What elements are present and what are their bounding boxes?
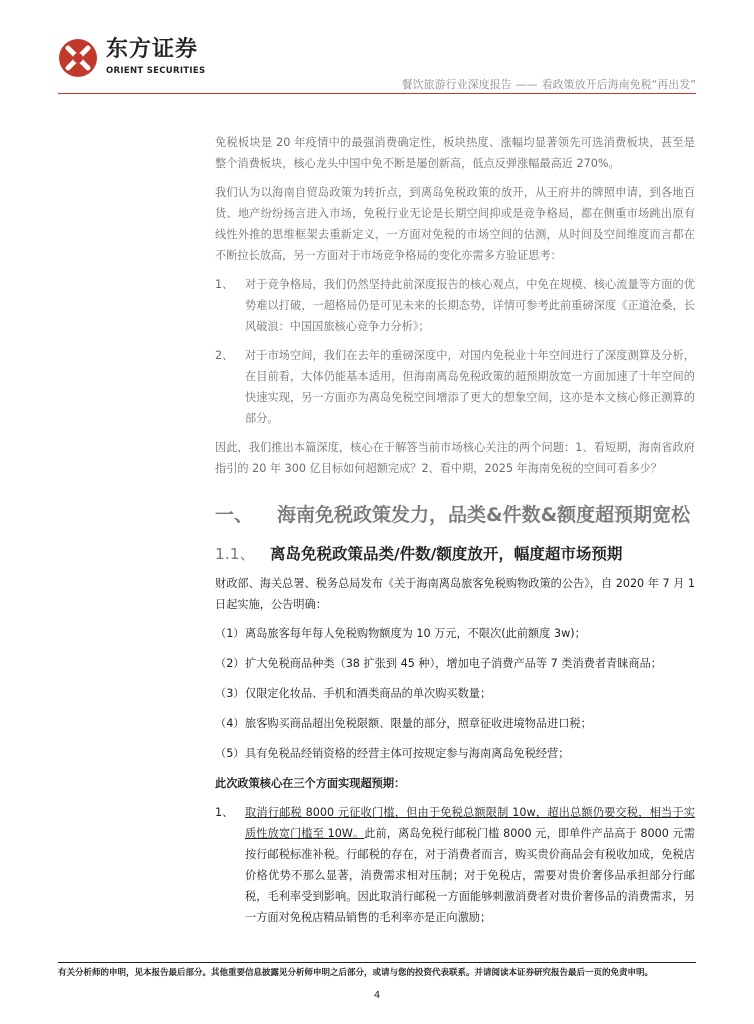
intro-paragraph-3: 因此，我们推出本篇深度，核心在于解答当前市场核心关注的两个问题：1、看短期，海南省政府指引的 20 年 300 亿目标如何超额完成？2、看中期，2025 年海南免税的空间可看多少？ xyxy=(215,441,695,475)
company-logo xyxy=(58,36,218,80)
policy-index: （5） xyxy=(215,747,245,760)
policy-intro: 财政部、海关总署、税务总局发布《关于海南离岛旅客免税购物政策的公告》，自 2020 年 7 月 1 日起实施，公告明确： xyxy=(215,577,696,611)
policy-text: 旅客购买商品超出免税限额、限量的部分，照章征收进境物品进口税； xyxy=(245,717,592,730)
page-header xyxy=(0,0,754,96)
core-lead-underlined: 取消行邮税 8000 元征收门槛，但由于免税总额限制 10w，超出总额仍要交税，相当于实质性放宽门槛至 10W。 xyxy=(245,806,695,840)
intro-list-item xyxy=(215,274,695,337)
section-1-1-number: 1.1、 xyxy=(215,545,256,563)
intro-paragraph-2: 我们认为以海南自贸岛政策为转折点，到离岛免税政策的放开，从王府井的牌照申请，到各地百货、地产纷纷扬言进入市场，免税行业无论是长期空间抑或是竞争格局，都在侧重市场跳出原有线性外推的思维框架去重新定义，一方面对免税的市场空间的估测，从时间及空间维度而言都在不断拉长放高，另一方面对于市场竞争格局的变化亦需多方验证思考： xyxy=(215,186,695,262)
core-heading: 此次政策核心在三个方面实现超预期： xyxy=(215,777,406,790)
policy-index: （1） xyxy=(215,627,245,640)
main-content xyxy=(215,132,695,936)
section-1-heading xyxy=(215,501,695,529)
policy-text: 离岛旅客每年每人免税购物额度为 10 万元，不限次(此前额度 3w)； xyxy=(245,627,586,640)
core-body: 此前，离岛免税行邮税门槛 8000 元，即单件产品高于 8000 元需按行邮税标准补税。行邮税的存在，对于消费者而言，购买贵价商品会有税收加成，免税店价格优势不那么显著，消费需求相对压制；对于免税店，需要对贵价奢侈品承担部分行邮税，毛利率受到影响。因此取消行邮税一方面能够刺激消费者对贵价奢侈品的消费需求，另一方面对免税店精品销售的毛利率亦是正向激励； xyxy=(245,827,695,924)
policy-list-item xyxy=(215,653,695,675)
list-text: 对于市场空间，我们在去年的重磅深度中，对国内免税业十年空间进行了深度测算及分析，在目前看，大体仍能基本适用，但海南离岛免税政策的超预期放宽一方面加速了十年空间的快速实现，另一方面亦为离岛免税空间增添了更大的想象空间，这亦是本文核心修正测算的部分。 xyxy=(245,349,695,425)
section-1-1-title: 离岛免税政策品类/件数/额度放开，幅度超市场预期 xyxy=(270,545,623,563)
policy-list-item xyxy=(215,683,695,705)
intro-list-item xyxy=(215,345,695,429)
report-type: 餐饮旅游行业深度报告 xyxy=(401,78,512,91)
policy-index: （3） xyxy=(215,687,245,700)
policy-index: （4） xyxy=(215,717,245,730)
policy-list-item xyxy=(215,713,695,735)
list-index: 2、 xyxy=(215,349,234,362)
logo-english-name: ORIENT SECURITIES xyxy=(106,66,206,76)
running-head-separator: —— xyxy=(515,78,538,91)
orient-logo-icon xyxy=(58,38,98,78)
policy-list-item xyxy=(215,623,695,645)
policy-text: 仅限定化妆品、手机和酒类商品的单次购买数量； xyxy=(245,687,492,700)
list-index: 1、 xyxy=(215,278,234,291)
list-text: 对于竞争格局，我们仍然坚持此前深度报告的核心观点，中免在规模、核心流量等方面的优势难以打破，一超格局仍是可见未来的长期态势，详情可参考此前重磅深度《正道沧桑，长风破浪：中国国旅核心竞争力分析》； xyxy=(245,278,695,333)
footer-divider xyxy=(58,962,696,963)
section-1-title: 海南免税政策发力，品类&件数&额度超预期宽松 xyxy=(277,504,691,526)
page-number: 4 xyxy=(373,990,381,1001)
report-subtitle: 看政策放开后海南免税“再出发” xyxy=(541,78,696,91)
policy-index: （2） xyxy=(215,657,245,670)
running-head xyxy=(402,76,696,92)
logo-chinese-name: 东方证券 xyxy=(106,37,199,62)
section-1-1-heading xyxy=(215,543,695,565)
footer-disclaimer: 有关分析师的申明，见本报告最后部分。其他重要信息披露见分析师申明之后部分，或请与您的投资代表联系。并请阅读本证券研究报告最后一页的免责申明。 xyxy=(58,968,654,978)
policy-text: 具有免税品经销资格的经营主体可按规定参与海南离岛免税经营； xyxy=(245,747,570,760)
policy-list-item xyxy=(215,743,695,765)
core-list-item xyxy=(215,802,695,928)
core-index: 1、 xyxy=(215,806,234,819)
header-divider xyxy=(58,93,696,94)
policy-text: 扩大免税商品种类（38 扩张到 45 种），增加电子消费产品等 7 类消费者青睐商品； xyxy=(245,657,662,670)
intro-paragraph-1: 免税板块是 20 年疫情中的最强消费确定性，板块热度、涨幅均显著领先可选消费板块，甚至是整个消费板块，核心龙头中国中免不断是屡创新高，低点反弹涨幅最高近 270%。 xyxy=(215,136,695,170)
section-1-number: 一、 xyxy=(215,504,254,526)
core-text xyxy=(245,802,695,928)
